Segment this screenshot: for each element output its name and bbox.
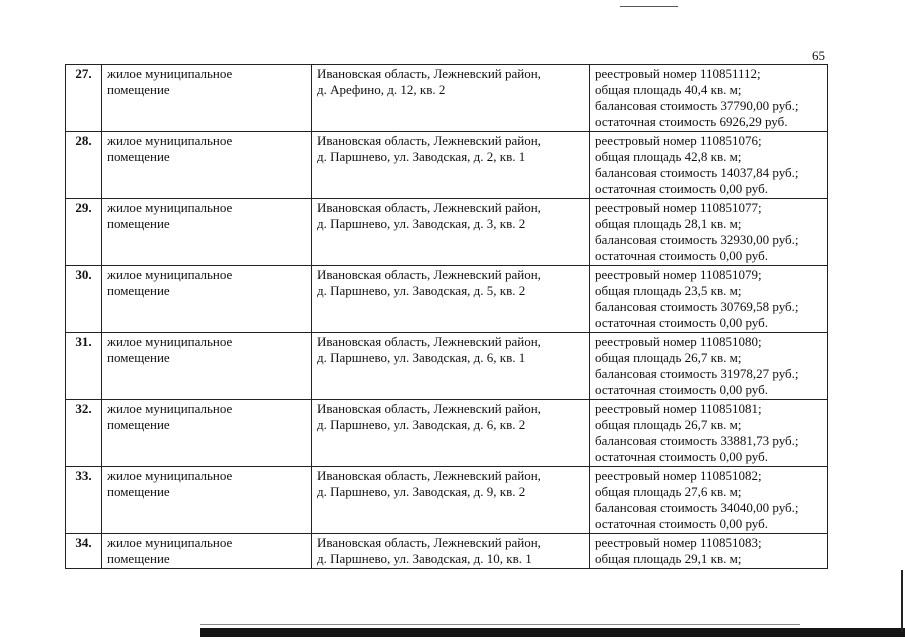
address-cell: [312, 65, 590, 132]
object-name-cell: [102, 266, 312, 333]
details-cell: [590, 266, 828, 333]
property-table-body: [66, 65, 828, 569]
address-line: Ивановская область, Лежневский район,: [317, 334, 541, 349]
details-line: общая площадь 26,7 кв. м;: [595, 350, 742, 365]
details-line: реестровый номер 110851076;: [595, 133, 762, 148]
address-cell: [312, 534, 590, 569]
table-row: [66, 534, 828, 569]
address-line: д. Арефино, д. 12, кв. 2: [317, 82, 446, 97]
address-cell: [312, 400, 590, 467]
details-line: реестровый номер 110851077;: [595, 200, 762, 215]
address-line: д. Паршнево, ул. Заводская, д. 5, кв. 2: [317, 283, 526, 298]
address-line: Ивановская область, Лежневский район,: [317, 468, 541, 483]
address-line: д. Паршнево, ул. Заводская, д. 2, кв. 1: [317, 149, 526, 164]
address-line: д. Паршнево, ул. Заводская, д. 10, кв. 1: [317, 551, 532, 566]
object-name-line: помещение: [107, 551, 170, 566]
details-line: общая площадь 23,5 кв. м;: [595, 283, 742, 298]
address-line: д. Паршнево, ул. Заводская, д. 3, кв. 2: [317, 216, 526, 231]
address-line: Ивановская область, Лежневский район,: [317, 535, 541, 550]
table-row: [66, 199, 828, 266]
object-name-line: помещение: [107, 484, 170, 499]
address-cell: [312, 199, 590, 266]
address-line: Ивановская область, Лежневский район,: [317, 133, 541, 148]
object-name-cell: [102, 65, 312, 132]
object-name-line: жилое муниципальное: [107, 133, 233, 148]
page-number: 65: [812, 48, 825, 63]
details-line: общая площадь 42,8 кв. м;: [595, 149, 742, 164]
details-cell: [590, 199, 828, 266]
object-name-cell: [102, 333, 312, 400]
details-line: балансовая стоимость 30769,58 руб.;: [595, 299, 799, 314]
address-line: д. Паршнево, ул. Заводская, д. 6, кв. 1: [317, 350, 526, 365]
details-cell: [590, 132, 828, 199]
details-line: остаточная стоимость 0,00 руб.: [595, 449, 768, 464]
object-name-line: помещение: [107, 149, 170, 164]
row-number: 31.: [66, 333, 102, 400]
table-row: [66, 467, 828, 534]
details-line: балансовая стоимость 14037,84 руб.;: [595, 165, 799, 180]
object-name-line: жилое муниципальное: [107, 401, 233, 416]
object-name-line: помещение: [107, 283, 170, 298]
details-line: балансовая стоимость 37790,00 руб.;: [595, 98, 799, 113]
table-row: [66, 266, 828, 333]
address-cell: [312, 467, 590, 534]
details-cell: [590, 333, 828, 400]
table-row: [66, 400, 828, 467]
details-line: остаточная стоимость 0,00 руб.: [595, 248, 768, 263]
row-number: 32.: [66, 400, 102, 467]
details-line: реестровый номер 110851082;: [595, 468, 762, 483]
row-number: 30.: [66, 266, 102, 333]
row-number: 33.: [66, 467, 102, 534]
details-line: остаточная стоимость 6926,29 руб.: [595, 114, 788, 129]
address-cell: [312, 333, 590, 400]
details-line: балансовая стоимость 33881,73 руб.;: [595, 433, 799, 448]
object-name-line: помещение: [107, 216, 170, 231]
object-name-cell: [102, 534, 312, 569]
object-name-cell: [102, 467, 312, 534]
details-line: общая площадь 40,4 кв. м;: [595, 82, 742, 97]
details-line: остаточная стоимость 0,00 руб.: [595, 382, 768, 397]
details-line: остаточная стоимость 0,00 руб.: [595, 516, 768, 531]
details-line: общая площадь 29,1 кв. м;: [595, 551, 742, 566]
details-line: реестровый номер 110851112;: [595, 66, 761, 81]
object-name-cell: [102, 199, 312, 266]
object-name-line: жилое муниципальное: [107, 535, 233, 550]
table-row: [66, 65, 828, 132]
address-line: Ивановская область, Лежневский район,: [317, 267, 541, 282]
object-name-line: помещение: [107, 417, 170, 432]
object-name-line: жилое муниципальное: [107, 200, 233, 215]
object-name-line: жилое муниципальное: [107, 267, 233, 282]
bottom-scan-bar: [200, 628, 905, 637]
object-name-cell: [102, 132, 312, 199]
table-row: [66, 132, 828, 199]
details-line: реестровый номер 110851081;: [595, 401, 762, 416]
table-row: [66, 333, 828, 400]
details-line: балансовая стоимость 32930,00 руб.;: [595, 232, 799, 247]
details-line: общая площадь 26,7 кв. м;: [595, 417, 742, 432]
object-name-line: жилое муниципальное: [107, 334, 233, 349]
object-name-cell: [102, 400, 312, 467]
details-cell: [590, 65, 828, 132]
row-number: 34.: [66, 534, 102, 569]
row-number: 29.: [66, 199, 102, 266]
right-scan-edge: [901, 570, 903, 632]
details-line: балансовая стоимость 31978,27 руб.;: [595, 366, 799, 381]
address-line: Ивановская область, Лежневский район,: [317, 200, 541, 215]
object-name-line: жилое муниципальное: [107, 468, 233, 483]
address-line: Ивановская область, Лежневский район,: [317, 401, 541, 416]
address-cell: [312, 132, 590, 199]
details-line: остаточная стоимость 0,00 руб.: [595, 181, 768, 196]
object-name-line: жилое муниципальное: [107, 66, 233, 81]
details-cell: [590, 534, 828, 569]
details-cell: [590, 400, 828, 467]
object-name-line: помещение: [107, 350, 170, 365]
address-line: Ивановская область, Лежневский район,: [317, 66, 541, 81]
details-line: реестровый номер 110851079;: [595, 267, 762, 282]
details-line: реестровый номер 110851080;: [595, 334, 762, 349]
address-line: д. Паршнево, ул. Заводская, д. 6, кв. 2: [317, 417, 526, 432]
row-number: 27.: [66, 65, 102, 132]
details-line: балансовая стоимость 34040,00 руб.;: [595, 500, 799, 515]
address-line: д. Паршнево, ул. Заводская, д. 9, кв. 2: [317, 484, 526, 499]
bottom-scan-line: [200, 624, 800, 625]
row-number: 28.: [66, 132, 102, 199]
object-name-line: помещение: [107, 82, 170, 97]
details-cell: [590, 467, 828, 534]
details-line: реестровый номер 110851083;: [595, 535, 762, 550]
address-cell: [312, 266, 590, 333]
details-line: общая площадь 28,1 кв. м;: [595, 216, 742, 231]
property-table: [65, 64, 828, 569]
details-line: общая площадь 27,6 кв. м;: [595, 484, 742, 499]
details-line: остаточная стоимость 0,00 руб.: [595, 315, 768, 330]
top-scan-rule: [620, 6, 678, 7]
